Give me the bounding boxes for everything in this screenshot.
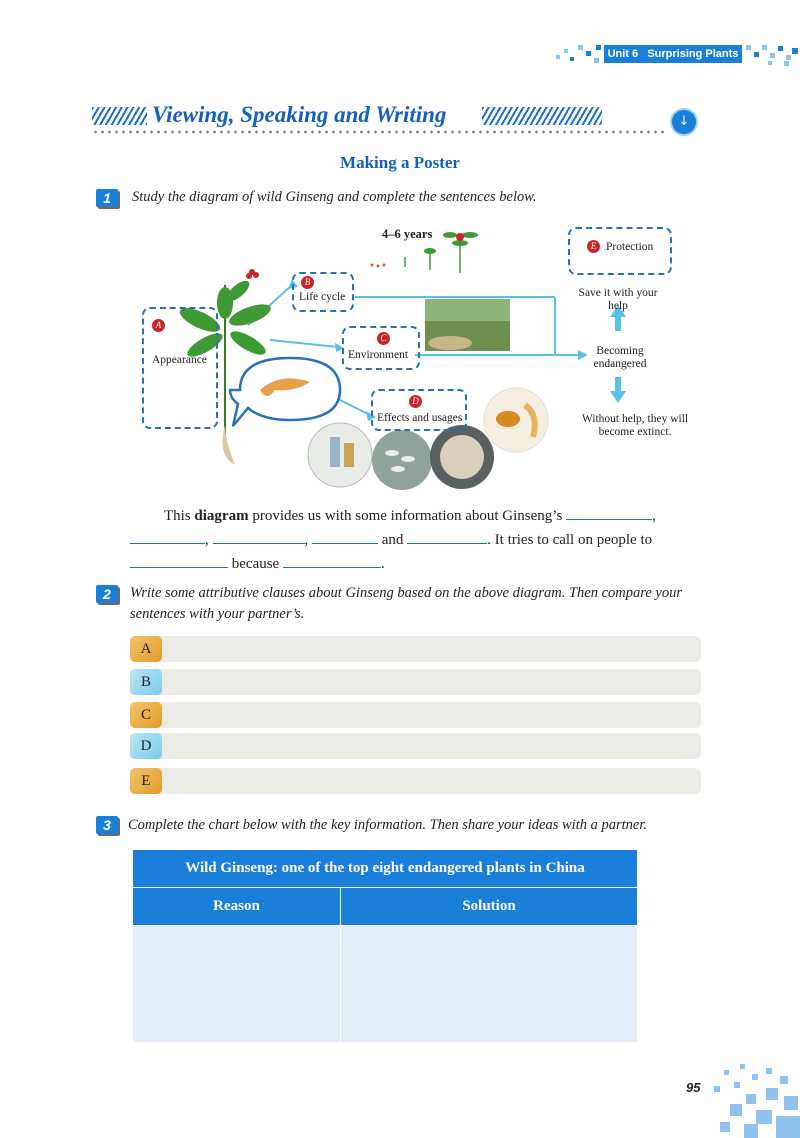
- para-text-1: This: [164, 508, 195, 524]
- blank-2[interactable]: [130, 529, 205, 544]
- para-comma-1: ,: [652, 508, 656, 524]
- box-effects: [371, 389, 467, 431]
- label-environment: Environment: [348, 349, 409, 361]
- label-protection: Protection: [606, 241, 654, 253]
- task-number-badge: 1: [96, 189, 118, 207]
- badge-c: C: [377, 332, 390, 345]
- para-and: and: [378, 532, 408, 548]
- row-label-a: A: [130, 636, 162, 662]
- blank-1[interactable]: [566, 505, 652, 520]
- label-life-cycle: Life cycle: [299, 291, 346, 303]
- task1-paragraph: [130, 504, 705, 576]
- answer-row-b[interactable]: [130, 669, 701, 695]
- badge-b: B: [301, 276, 314, 289]
- row-label-c: C: [130, 702, 162, 728]
- task-number-badge: 2: [96, 585, 118, 603]
- label-appearance: Appearance: [152, 354, 207, 366]
- box-protection: [568, 227, 672, 275]
- unit-tag: [604, 45, 742, 63]
- flow-save: Save it with your help: [578, 287, 658, 312]
- box-appearance: [142, 307, 218, 429]
- blank-5[interactable]: [407, 529, 487, 544]
- blank-7[interactable]: [283, 553, 381, 568]
- task3-instruction: Complete the chart below with the key information. Then share your ideas with a partner.: [128, 817, 647, 833]
- answer-row-d[interactable]: [130, 733, 701, 759]
- para-comma-2: ,: [205, 532, 209, 548]
- answer-row-a[interactable]: [130, 636, 701, 662]
- para-comma-3: ,: [304, 532, 309, 548]
- flow-endangered: Becoming endangered: [593, 345, 647, 370]
- task-number-badge: 3: [96, 816, 118, 834]
- blank-4[interactable]: [312, 529, 378, 544]
- box-life-cycle: [292, 272, 354, 312]
- ginseng-diagram: [130, 215, 690, 495]
- column-header-solution: Solution: [341, 888, 638, 926]
- row-label-e: E: [130, 768, 162, 794]
- box-environment: [342, 326, 420, 370]
- section-title: Viewing, Speaking and Writing: [152, 102, 447, 127]
- blank-6[interactable]: [130, 553, 228, 568]
- row-label-d: D: [130, 733, 162, 759]
- answer-row-e[interactable]: [130, 768, 701, 794]
- para-bold: diagram: [194, 508, 249, 524]
- label-effects: Effects and usages: [377, 412, 463, 424]
- task2-instruction: Write some attributive clauses about Ginseng based on the above diagram. Then compare your sentences with your partner’s.: [130, 585, 682, 622]
- ginseng-chart-table: [132, 849, 638, 1043]
- unit-title: Surprising Plants: [647, 48, 739, 60]
- para-period: .: [380, 556, 385, 572]
- badge-d: D: [409, 395, 422, 408]
- row-label-b: B: [130, 669, 162, 695]
- para-text-3: . It tries to call on people to: [487, 532, 653, 548]
- chevron-down-icon[interactable]: ↓: [670, 108, 698, 136]
- flow-extinct: Without help, they will become extinct.: [581, 413, 689, 438]
- para-text-2: provides us with some information about Ginseng’s: [248, 508, 567, 524]
- task1-instruction: Study the diagram of wild Ginseng and complete the sentences below.: [132, 189, 537, 205]
- column-header-reason: Reason: [133, 888, 341, 926]
- para-because: because: [228, 556, 283, 572]
- blank-3[interactable]: [213, 529, 305, 544]
- title-hatch-left: [92, 107, 147, 125]
- label-years: 4–6 years: [382, 227, 433, 241]
- badge-a: A: [152, 319, 165, 332]
- title-hatch-right: [482, 107, 602, 125]
- reason-cell[interactable]: [133, 926, 341, 1043]
- title-dotted-rule: [92, 130, 664, 134]
- badge-e: E: [587, 240, 600, 253]
- table-title: Wild Ginseng: one of the top eight endangered plants in China: [133, 850, 638, 888]
- ginseng-root-speech-bubble: [230, 358, 340, 426]
- answer-row-c[interactable]: [130, 702, 701, 728]
- page-number: 95: [686, 1080, 701, 1095]
- footer-pixel-decoration: [700, 1064, 800, 1138]
- unit-label: Unit 6: [607, 48, 639, 60]
- solution-cell[interactable]: [341, 926, 638, 1043]
- section-subtitle: Making a Poster: [340, 153, 460, 172]
